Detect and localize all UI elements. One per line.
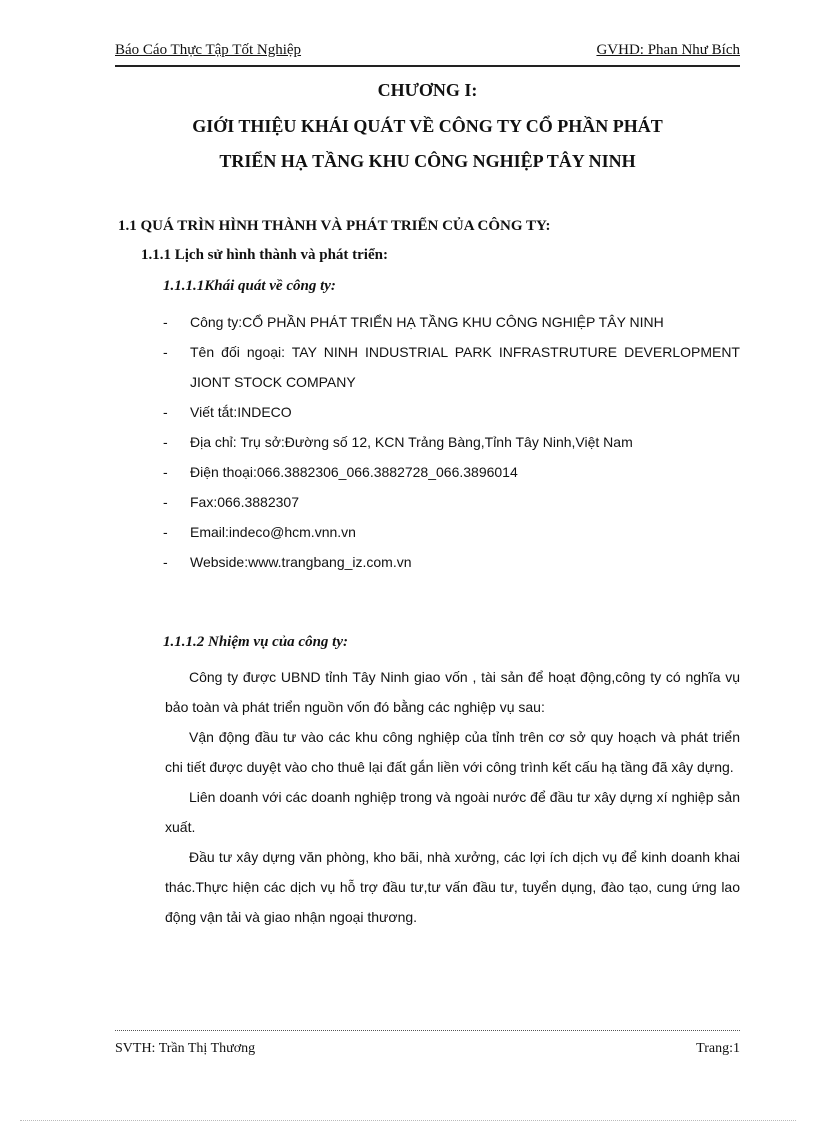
page-number: Trang:1: [696, 1041, 740, 1056]
foreign-name: Tên đối ngoại: TAY NINH INDUSTRIAL PARK INFRASTRUTURE DEVERLOPMENT JIONT STOCK COMPANY: [190, 344, 740, 390]
overview-heading: 1.1.1.1Khái quát về công ty:: [163, 278, 336, 294]
dash-bullet: -: [163, 464, 168, 480]
company-info-list: [163, 307, 740, 577]
footer-divider: [115, 1030, 740, 1031]
duty-body: [165, 662, 740, 932]
company-name: Công ty:CỔ PHẦN PHÁT TRIỂN HẠ TẦNG KHU CÔNG NGHIỆP TÂY NINH: [190, 314, 664, 330]
section-heading: 1.1 QUÁ TRÌN HÌNH THÀNH VÀ PHÁT TRIỂN CỦA CÔNG TY:: [118, 218, 551, 234]
list-item: [163, 307, 740, 337]
list-item: [163, 517, 740, 547]
page-footer: [115, 1041, 740, 1061]
supervisor-name: GVHD: Phan Như Bích: [596, 42, 740, 58]
duty-heading: 1.1.1.2 Nhiệm vụ của công ty:: [163, 634, 348, 650]
header-divider: [115, 65, 740, 67]
dash-bullet: -: [163, 314, 168, 330]
website: Webside:www.trangbang_iz.com.vn: [190, 554, 412, 570]
fax: Fax:066.3882307: [190, 494, 299, 510]
chapter-subtitle-line2: TRIỂN HẠ TẦNG KHU CÔNG NGHIỆP TÂY NINH: [219, 151, 636, 171]
paragraph: Đầu tư xây dựng văn phòng, kho bãi, nhà xưởng, các lợi ích dịch vụ để kinh doanh khai thác.Thực hiện các dịch vụ hỗ trợ đầu tư,tư vấn đầu tư, tuyển dụng, đào tạo, cung ứng lao động vận tải và giao nhận ngoại thương.: [165, 849, 740, 925]
dash-bullet: -: [163, 554, 168, 570]
dash-bullet: -: [163, 524, 168, 540]
paragraph: Công ty được UBND tỉnh Tây Ninh giao vốn , tài sản để hoạt động,công ty có nghĩa vụ bảo toàn và phát triển nguồn vốn đó bằng các nghiệp vụ sau:: [165, 669, 740, 715]
dash-bullet: -: [163, 404, 168, 420]
paragraph: Liên doanh với các doanh nghiệp trong và ngoài nước để đầu tư xây dựng xí nghiệp sản xuất.: [165, 789, 740, 835]
abbreviation: Viết tắt:INDECO: [190, 404, 292, 420]
dash-bullet: -: [163, 434, 168, 450]
chapter-title: CHƯƠNG I:: [377, 80, 478, 100]
list-item: [163, 337, 740, 397]
chapter-subtitle-line1: GIỚI THIỆU KHÁI QUÁT VỀ CÔNG TY CỔ PHẦN PHÁT: [192, 116, 663, 136]
report-title: Báo Cáo Thực Tập Tốt Nghiệp: [115, 42, 302, 58]
student-name: SVTH: Trần Thị Thương: [115, 1041, 256, 1056]
subsection-heading: 1.1.1 Lịch sử hình thành và phát triển:: [141, 247, 388, 263]
list-item: [163, 487, 740, 517]
list-item: [163, 547, 740, 577]
list-item: [163, 457, 740, 487]
list-item: [163, 397, 740, 427]
dash-bullet: -: [163, 344, 168, 360]
list-item: [163, 427, 740, 457]
email: Email:indeco@hcm.vnn.vn: [190, 524, 356, 540]
dash-bullet: -: [163, 494, 168, 510]
page-edge-divider: [20, 1120, 796, 1121]
paragraph: Vận động đầu tư vào các khu công nghiệp của tỉnh trên cơ sở quy hoạch và phát triển chi tiết được duyệt vào cho thuê lại đất gắn liền với công trình kết cấu hạ tầng đã xây dựng.: [165, 729, 740, 775]
phone: Điện thoại:066.3882306_066.3882728_066.3896014: [190, 464, 518, 480]
address: Địa chỉ: Trụ sở:Đường số 12, KCN Trảng Bàng,Tỉnh Tây Ninh,Việt Nam: [190, 434, 633, 450]
page-header: [115, 42, 740, 64]
